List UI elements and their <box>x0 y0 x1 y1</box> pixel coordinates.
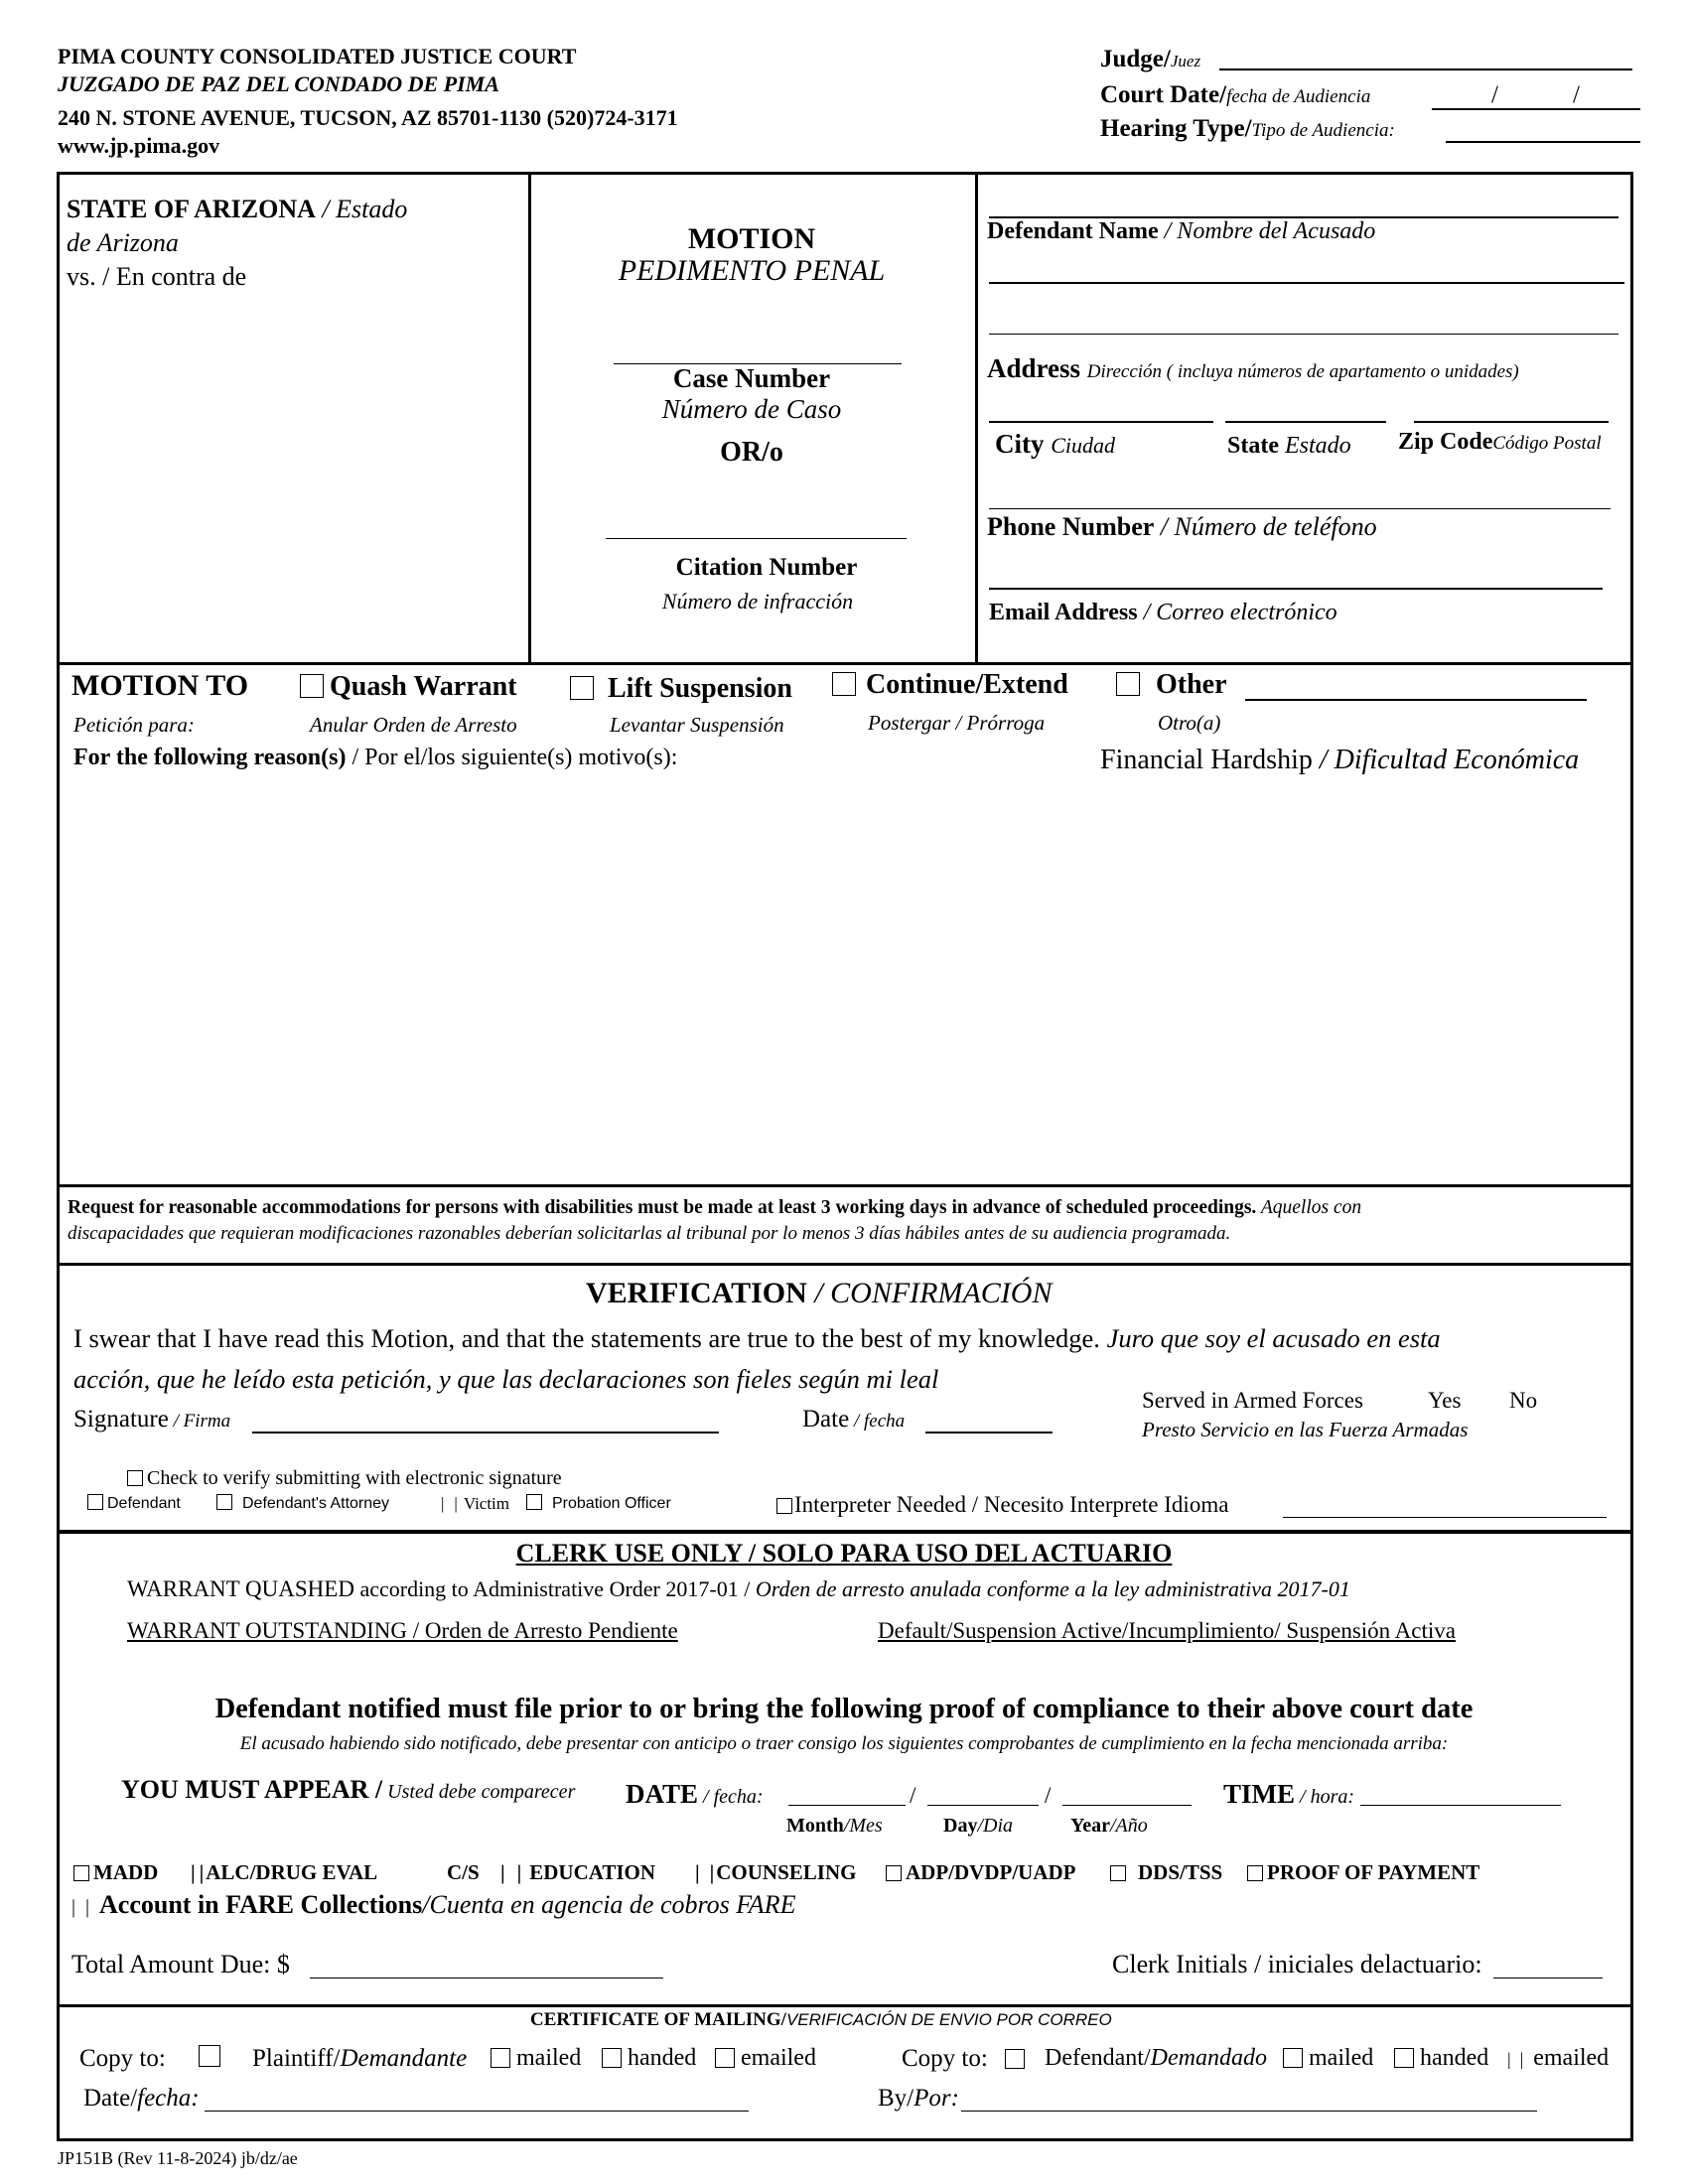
defendant-name-field[interactable] <box>989 282 1624 284</box>
date-separator: / <box>1573 81 1580 108</box>
role-victim[interactable]: | | Victim <box>441 1494 510 1513</box>
compliance-dds-tss[interactable]: DDS/TSS <box>1110 1860 1222 1885</box>
must-appear-label: YOU MUST APPEAR / Usted debe comparecer <box>121 1775 576 1804</box>
date-label: Date / fecha <box>802 1406 906 1433</box>
hearing-type-label: Hearing Type/Tipo de Audiencia: <box>1100 115 1395 142</box>
accommodations-text-es: discapacidades que requieran modificaciones razonables deberían solicitarlas al tribunal por lo menos 3 días hábiles antes de su audiencia programada. <box>68 1223 1231 1244</box>
phone-number-field[interactable] <box>989 588 1603 590</box>
state-field-label: State Estado <box>1227 433 1351 459</box>
address-label: Address Dirección ( incluya números de apartamento o unidades) <box>987 353 1519 383</box>
court-name-es: JUZGADO DE PAZ DEL CONDADO DE PIMA <box>58 71 499 96</box>
role-defendant[interactable]: Defendant <box>87 1494 181 1513</box>
quash-warrant-label-es: Anular Orden de Arresto <box>310 713 517 737</box>
electronic-signature-option[interactable]: Check to verify submitting with electronic signature <box>127 1467 562 1490</box>
defendant-notified: Defendant notified must file prior to or bring the following proof of compliance to their above court date <box>214 1694 1474 1724</box>
compliance-counseling[interactable]: | |COUNSELING <box>695 1860 857 1884</box>
compliance-madd[interactable]: MADD <box>73 1860 158 1885</box>
role-probation-officer-checkbox[interactable] <box>526 1494 542 1510</box>
hearing-type-field[interactable] <box>1446 141 1640 143</box>
defendant-notified-es: El acusado habiendo sido notificado, debe presentar con anticipo o traer consigo los siguientes comprobantes de cumplimiento en la fecha mencionada arriba: <box>239 1733 1449 1754</box>
role-attorney-checkbox[interactable] <box>216 1494 232 1510</box>
total-amount-due-label: Total Amount Due: $ <box>71 1950 290 1979</box>
mailing-by-label: By/Por: <box>878 2085 959 2112</box>
city-label: City Ciudad <box>995 429 1116 459</box>
verification-title: VERIFICATION / CONFIRMACIÓN <box>586 1277 1053 1309</box>
mailing-date-label: Date/fecha: <box>83 2085 200 2112</box>
clerk-initials-label: Clerk Initials / iniciales delactuario: <box>1112 1950 1482 1979</box>
proof-of-payment-checkbox[interactable] <box>1247 1865 1263 1881</box>
armed-forces-label: Served in Armed Forces <box>1142 1388 1363 1413</box>
plaintiff-handed[interactable]: handed <box>602 2045 696 2072</box>
case-number-label-es: Número de Caso <box>661 394 842 424</box>
plaintiff-mailed-checkbox[interactable] <box>491 2048 510 2068</box>
state-label-es: de Arizona <box>67 228 179 257</box>
defendant-name-label: Defendant Name / Nombre del Acusado <box>987 218 1376 244</box>
mailing-title: CERTIFICATE OF MAILING/VERIFICACIÓN DE ENVIO POR CORREO <box>530 2009 1112 2030</box>
zip-code-field[interactable] <box>1414 421 1609 423</box>
lift-suspension-checkbox[interactable] <box>570 676 594 700</box>
accommodations-text: Request for reasonable accommodations for persons with disabilities must be made at least 3 working days in advance of scheduled proceedings. Aquellos con <box>68 1197 1362 1218</box>
form-id: JP151B (Rev 11-8-2024) jb/dz/ae <box>58 2148 298 2168</box>
motion-title-es: PEDIMENTO PENAL <box>618 254 886 287</box>
role-defendant-checkbox[interactable] <box>87 1494 103 1510</box>
divider <box>57 662 1633 665</box>
compliance-proof-of-payment[interactable]: PROOF OF PAYMENT <box>1247 1860 1479 1885</box>
continue-extend-option[interactable]: Continue/Extend <box>832 669 1068 701</box>
lift-suspension-label-es: Levantar Suspensión <box>610 713 784 737</box>
defendant-mailed-checkbox[interactable] <box>1283 2048 1303 2068</box>
plaintiff-checkbox-wrap[interactable] <box>199 2043 226 2071</box>
city-state-zip-line <box>989 508 1611 509</box>
role-attorney[interactable]: Defendant's Attorney <box>216 1494 389 1513</box>
madd-checkbox[interactable] <box>73 1865 89 1881</box>
state-field[interactable] <box>1225 421 1386 423</box>
day-label: Day/Dia <box>943 1815 1014 1837</box>
court-address: 240 N. STONE AVENUE, TUCSON, AZ 85701-1130 (520)724-3171 <box>58 105 678 130</box>
plaintiff-emailed-checkbox[interactable] <box>715 2048 735 2068</box>
defendant-checkbox[interactable] <box>1005 2049 1025 2069</box>
case-number-label: Case Number <box>672 363 831 393</box>
judge-label: Judge/Juez <box>1100 46 1201 72</box>
date-separator: / <box>1045 1783 1052 1808</box>
armed-forces-label-es: Presto Servicio en las Fuerza Armadas <box>1142 1418 1469 1441</box>
mailing-date-field[interactable] <box>205 2111 749 2112</box>
continue-extend-label-es: Postergar / Prórroga <box>868 711 1046 735</box>
citation-number-label-es: Número de infracción <box>661 589 854 614</box>
signature-label: Signature / Firma <box>73 1406 231 1433</box>
warrant-outstanding: WARRANT OUTSTANDING / Orden de Arresto Pendiente <box>127 1618 678 1643</box>
default-suspension-active: Default/Suspension Active/Incumplimiento/ Suspensión Activa <box>878 1618 1456 1643</box>
motion-to-label: MOTION TO <box>71 669 249 702</box>
motion-title: MOTION <box>687 222 816 255</box>
appear-time-label: TIME / hora: <box>1223 1779 1355 1809</box>
financial-hardship-label: Financial Hardship / Dificultad Económica <box>1100 745 1580 775</box>
appear-year-field[interactable] <box>1062 1805 1192 1806</box>
defendant-mailed[interactable]: mailed <box>1283 2045 1373 2072</box>
plaintiff-copy: Copy to: <box>79 2045 166 2072</box>
divider <box>57 2004 1633 2007</box>
zip-code-label: Zip CodeCódigo Postal <box>1398 429 1602 455</box>
verification-date-field[interactable] <box>925 1432 1053 1433</box>
defendant-handed-checkbox[interactable] <box>1394 2048 1414 2068</box>
citation-number-label: Citation Number <box>675 554 858 581</box>
warrant-quashed: WARRANT QUASHED according to Administrative Order 2017-01 / Orden de arresto anulada conforme a la ley administrativa 2017-01 <box>127 1576 1350 1601</box>
defendant-handed[interactable]: handed <box>1394 2045 1488 2072</box>
court-date-label: Court Date/fecha de Audiencia <box>1100 81 1371 108</box>
interpreter-option[interactable]: Interpreter Needed / Necesito Interprete Idioma <box>776 1492 1228 1518</box>
other-checkbox[interactable] <box>1116 672 1140 696</box>
compliance-adp[interactable]: ADP/DVDP/UADP <box>886 1860 1075 1885</box>
verification-statement: I swear that I have read this Motion, and that the statements are true to the best of my knowledge. Juro que soy el acusado en esta <box>73 1323 1441 1353</box>
divider <box>57 1530 1633 1534</box>
year-label: Year/Año <box>1070 1815 1148 1837</box>
adp-checkbox[interactable] <box>886 1865 902 1881</box>
quash-warrant-checkbox[interactable] <box>300 674 324 698</box>
clerk-initials-field[interactable] <box>1493 1978 1603 1979</box>
date-separator: / <box>910 1783 916 1808</box>
month-label: Month/Mes <box>786 1815 883 1837</box>
reasons-field[interactable] <box>60 784 1628 1181</box>
appear-day-field[interactable] <box>927 1805 1039 1806</box>
other-option[interactable]: Other <box>1116 669 1227 701</box>
date-separator: / <box>1491 81 1498 108</box>
plaintiff-emailed[interactable]: emailed <box>715 2045 816 2072</box>
court-name: PIMA COUNTY CONSOLIDATED JUSTICE COURT <box>58 44 577 68</box>
other-field[interactable] <box>1245 699 1587 701</box>
city-field[interactable] <box>989 421 1213 423</box>
compliance-cs[interactable]: C/S <box>447 1860 480 1884</box>
appear-month-field[interactable] <box>788 1805 906 1806</box>
divider <box>57 1184 1633 1187</box>
verification-statement-es: acción, que he leído esta petición, y que las declaraciones son fieles según mi leal <box>73 1364 939 1394</box>
fare-collections[interactable]: | | Account in FARE Collections/Cuenta en agencia de cobros FARE <box>71 1890 796 1919</box>
plaintiff-handed-checkbox[interactable] <box>602 2048 622 2068</box>
divider <box>57 1263 1633 1266</box>
citation-number-field[interactable] <box>606 538 907 539</box>
versus-label: vs. / En contra de <box>67 262 247 291</box>
defendant-checkbox-wrap[interactable] <box>1005 2045 1031 2073</box>
judge-field[interactable] <box>1219 68 1632 70</box>
quash-warrant-option[interactable]: Quash Warrant <box>300 671 517 703</box>
defendant-emailed[interactable]: | | emailed <box>1507 2045 1610 2071</box>
defendant-copy: Copy to: <box>902 2045 988 2072</box>
lift-suspension-option[interactable]: Lift Suspension <box>570 673 792 705</box>
court-date-field[interactable] <box>1432 108 1640 110</box>
or-label: OR/o <box>720 437 783 468</box>
electronic-signature-checkbox[interactable] <box>127 1470 143 1486</box>
appear-time-field[interactable] <box>1360 1805 1561 1806</box>
role-probation-officer[interactable]: Probation Officer <box>526 1494 671 1513</box>
clerk-title: CLERK USE ONLY / SOLO PARA USO DEL ACTUARIO <box>515 1539 1173 1568</box>
plaintiff-label: Plaintiff/Demandante <box>252 2045 468 2072</box>
reasons-label: For the following reason(s) / Por el/los siguiente(s) motivo(s): <box>73 745 678 770</box>
state-label: STATE OF ARIZONA / Estado <box>67 195 408 223</box>
court-website: www.jp.pima.gov <box>58 133 220 158</box>
phone-number-label: Phone Number / Número de teléfono <box>987 512 1377 541</box>
armed-forces-yes[interactable]: Yes <box>1428 1388 1462 1413</box>
signature-field[interactable] <box>252 1432 719 1433</box>
defendant-label: Defendant/Demandado <box>1045 2045 1267 2071</box>
motion-to-label-es: Petición para: <box>73 713 195 737</box>
compliance-education[interactable]: | | EDUCATION <box>500 1860 656 1884</box>
interpreter-checkbox[interactable] <box>776 1498 792 1514</box>
total-amount-due-field[interactable] <box>310 1978 663 1979</box>
plaintiff-checkbox[interactable] <box>199 2045 220 2067</box>
continue-extend-checkbox[interactable] <box>832 672 856 696</box>
mailing-by-field[interactable] <box>961 2111 1537 2112</box>
interpreter-language-field[interactable] <box>1283 1517 1607 1518</box>
armed-forces-no[interactable]: No <box>1509 1388 1538 1413</box>
other-label-es: Otro(a) <box>1158 711 1221 735</box>
email-address-label: Email Address / Correo electrónico <box>989 600 1337 625</box>
dds-tss-checkbox[interactable] <box>1110 1865 1126 1881</box>
compliance-alc-drug-eval[interactable]: | |ALC/DRUG EVAL <box>191 1860 378 1884</box>
address-line-field[interactable] <box>989 334 1618 335</box>
plaintiff-mailed[interactable]: mailed <box>491 2045 581 2072</box>
appear-date-label: DATE / fecha: <box>626 1779 764 1809</box>
